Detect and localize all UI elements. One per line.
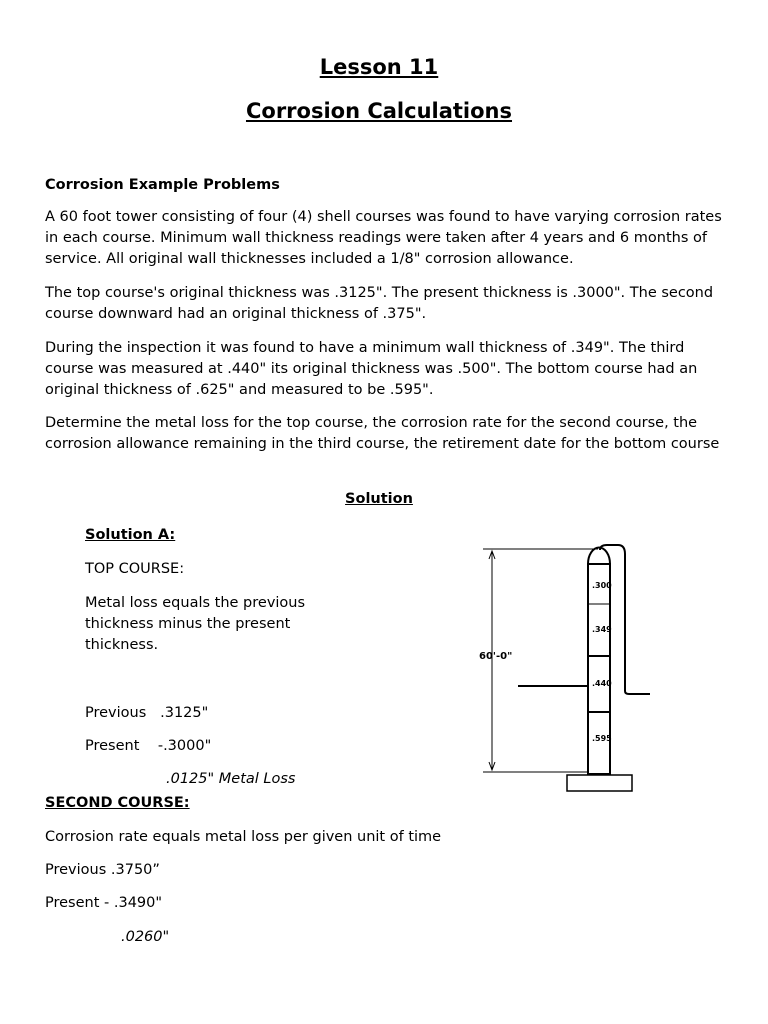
- tower-diagram: [470, 540, 660, 800]
- paragraph-3: During the inspection it was found to have a minimum wall thickness of .349". The third course was measured at .440" its original thickness was .500". The bottom course had an original thickness of .625" and measured to be .595".: [45, 340, 698, 398]
- second-previous-value: Previous .3750”: [45, 862, 160, 878]
- section-heading: Corrosion Example Problems: [45, 177, 280, 193]
- top-course-label: TOP COURSE:: [85, 561, 185, 577]
- top-present-value: Present -.3000": [85, 738, 212, 754]
- second-metal-loss-result: .0260": [121, 929, 170, 945]
- tower-base: [567, 775, 632, 791]
- course-label: .595: [592, 734, 612, 743]
- solution-a-heading: Solution A:: [85, 527, 176, 543]
- metal-loss-result: .0125" Metal Loss: [166, 771, 296, 787]
- lesson-number: Lesson 11: [319, 55, 439, 79]
- page-title: Corrosion Calculations: [245, 99, 513, 123]
- paragraph-2: The top course's original thickness was .3125". The present thickness is .3000". The second course downward had an original thickness of .375".: [45, 285, 714, 322]
- second-present-value: Present - .3490": [45, 895, 163, 911]
- second-course-heading: SECOND COURSE:: [45, 795, 190, 811]
- course-label: .349: [592, 625, 612, 634]
- metal-loss-explanation: Metal loss equals the previous thickness minus the present thickness.: [85, 595, 306, 653]
- course-label: .300: [592, 581, 612, 590]
- paragraph-4: Determine the metal loss for the top course, the corrosion rate for the second course, the corrosion allowance remaining in the third course, the retirement date for the bottom course: [45, 415, 720, 452]
- height-label: 60'-0": [479, 651, 513, 662]
- top-previous-value: Previous .3125": [85, 705, 209, 721]
- solution-heading: Solution: [345, 491, 413, 507]
- paragraph-1: A 60 foot tower consisting of four (4) shell courses was found to have varying corrosion rates in each course. Minimum wall thickness readings were taken after 4 years and 6 months of service. All original wall thicknesses included a 1/8" corrosion allowance.: [45, 209, 722, 267]
- course-label: .440: [592, 679, 612, 688]
- corrosion-rate-explanation: Corrosion rate equals metal loss per given unit of time: [45, 829, 442, 845]
